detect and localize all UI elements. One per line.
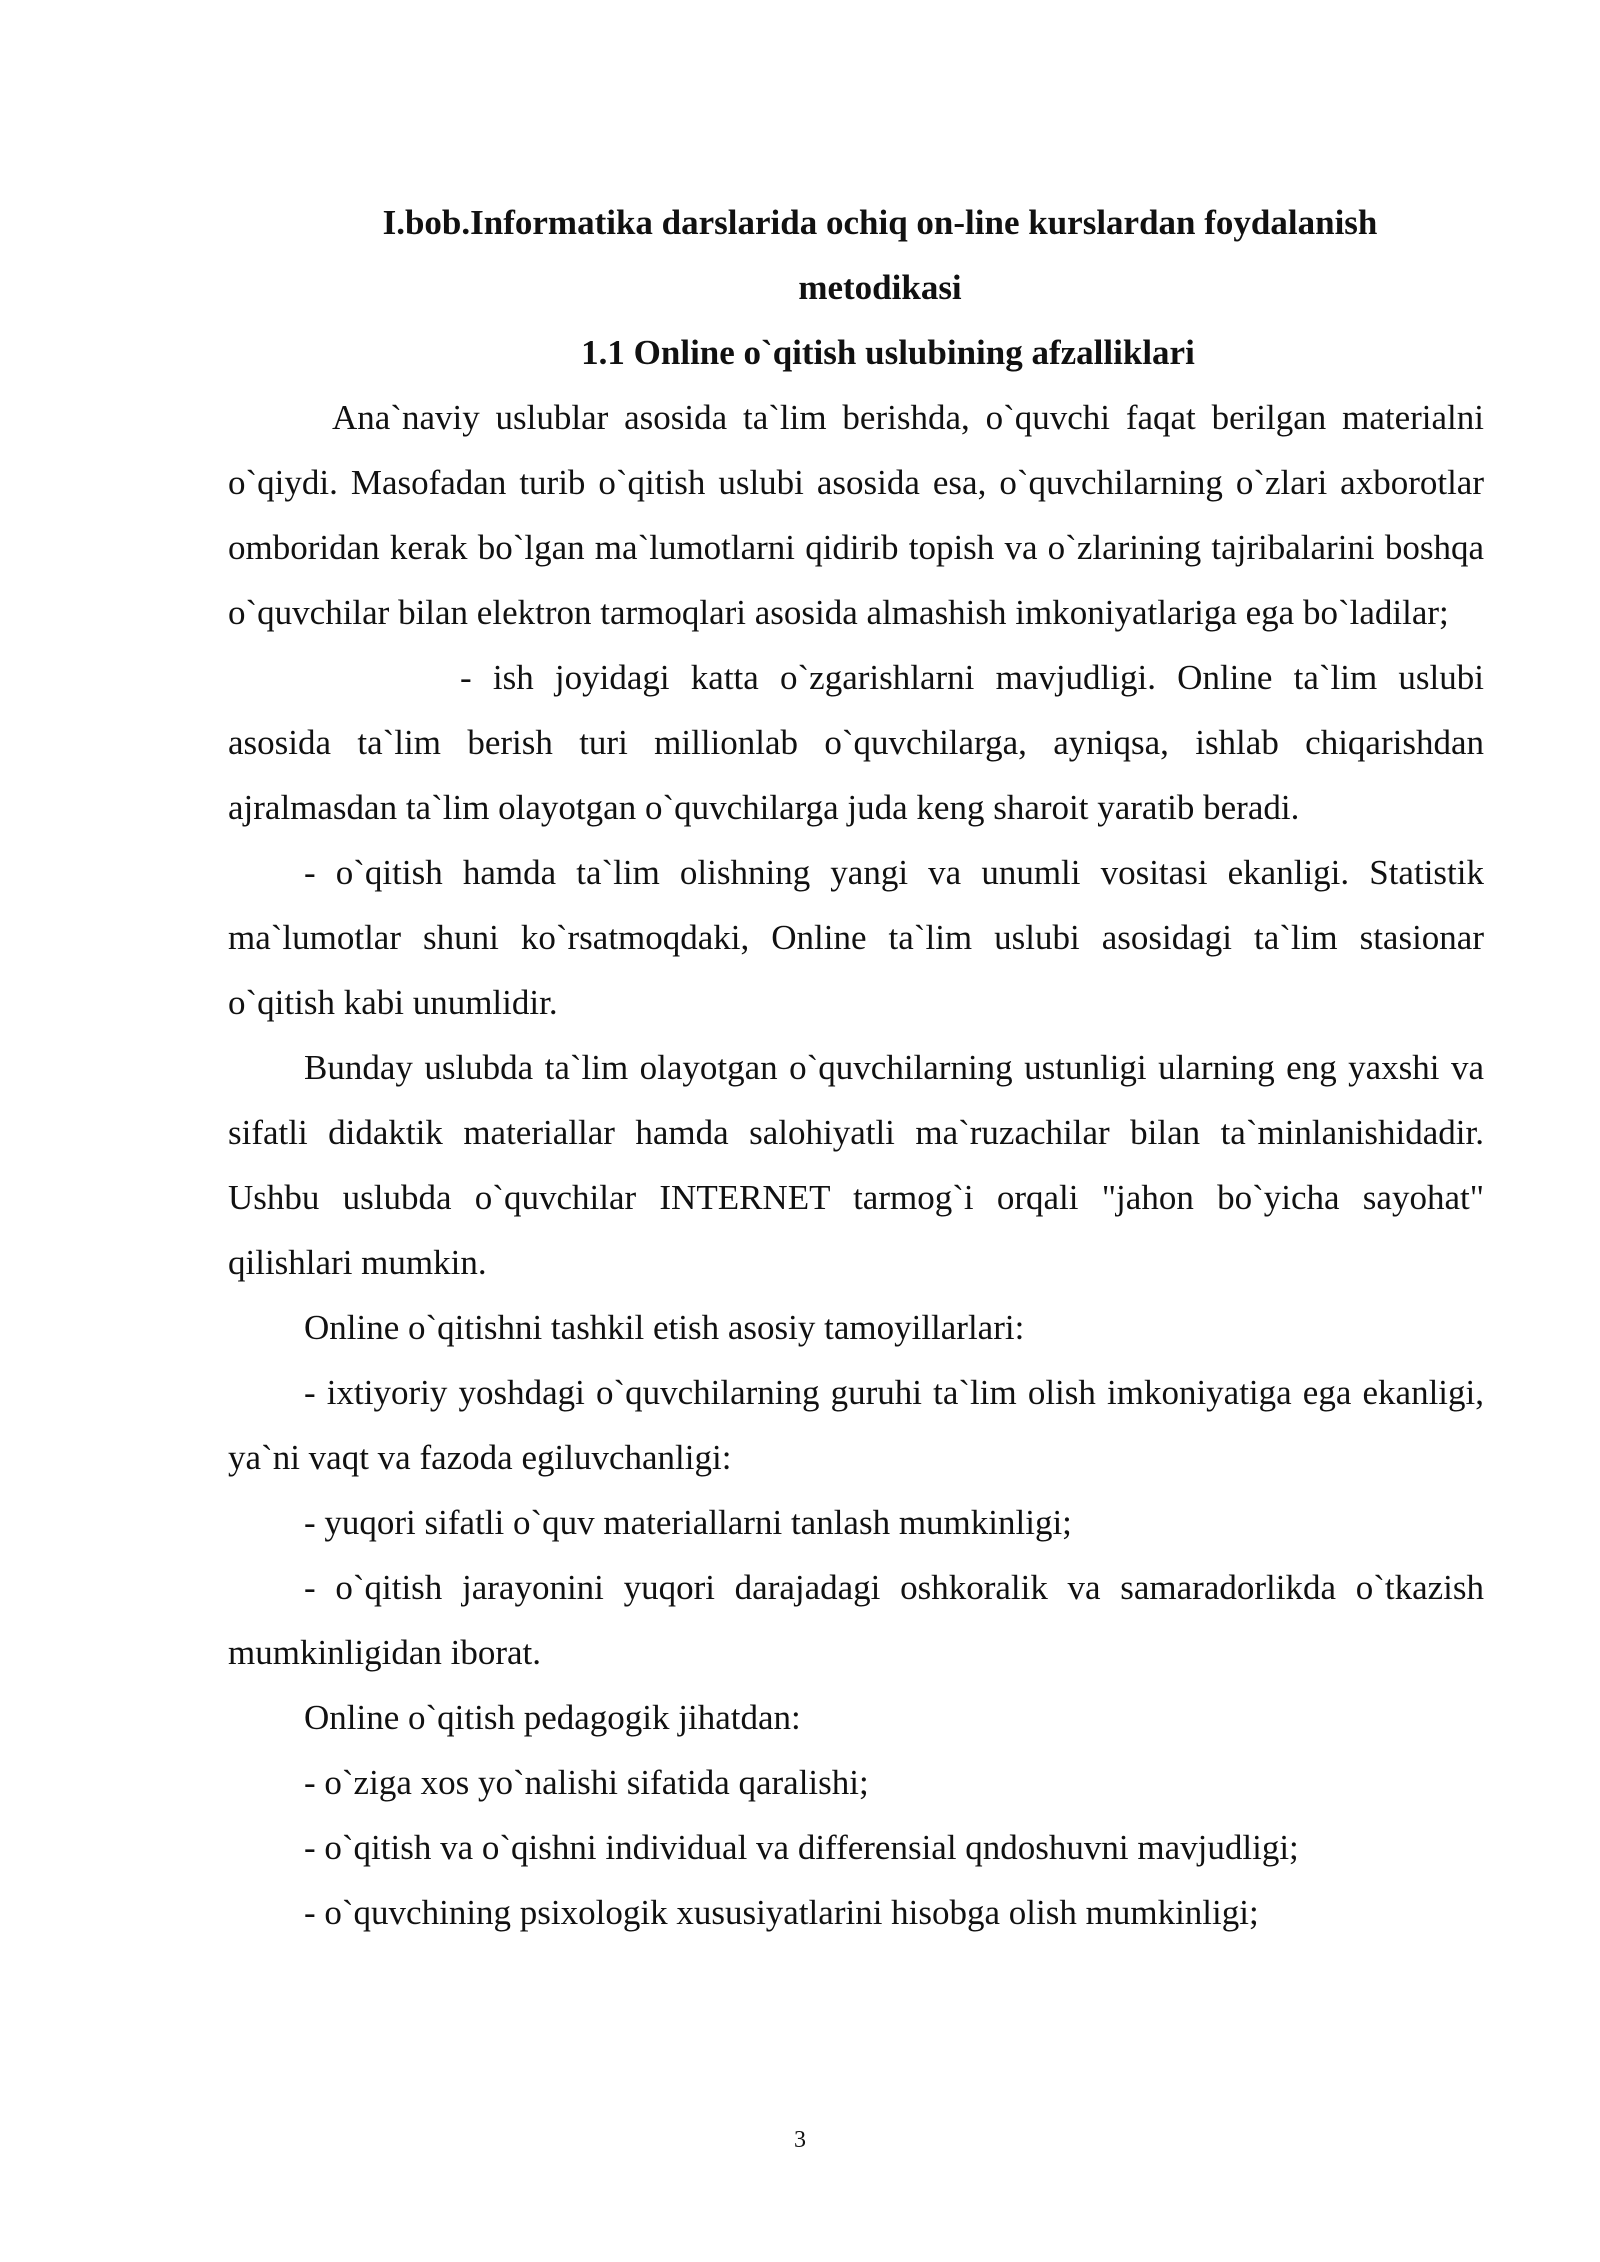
chapter-title-line-1: I.bob.Informatika darslarida ochiq on-line kurslardan foydalanish [382,203,1378,242]
paragraph-traditional-methods: Ana`naviy uslublar asosida ta`lim berishda, o`quvchi faqat berilgan materialni o`qiydi. Masofadan turib o`qitish uslubi asosida esa, o`quvchilarning o`zlari axborotlar omboridan kerak bo`lgan ma`lumotlarni qidirib topish va o`zlarining tajribalarini boshqa o`quvchilar bilan elektron tarmoqlari asosida almashish imkoniyatlariga ega bo`ladilar; [228,398,1484,632]
paragraph-effective-tool: - o`qitish hamda ta`lim olishning yangi va unumli vositasi ekanligi. Statistik ma`lumotlar shuni ko`rsatmoqdaki, Online ta`lim uslubi asosidagi ta`lim stasionar o`qitish kabi unumlidir. [228,853,1484,1022]
list-item-flexibility: - ixtiyoriy yoshdagi o`quvchilarning guruhi ta`lim olish imkoniyatiga ega ekanligi, ya`ni vaqt va fazoda egiluvchanligi: [228,1373,1484,1477]
paragraph-advantages: Bunday uslubda ta`lim olayotgan o`quvchilarning ustunligi ularning eng yaxshi va sifatli didaktik materiallar hamda salohiyatli ma`ruzachilar bilan ta`minlanishidadir. Ushbu uslubda o`quvchilar INTERNET tarmog`i orqali "jahon bo`yicha sayohat" qilishlari mumkin. [228,1048,1484,1282]
section-title: 1.1 Online o`qitish uslubining afzalliklari [581,333,1195,372]
paragraph-pedagogical-intro: Online o`qitish pedagogik jihatdan: [304,1698,801,1737]
paragraph-principles-intro: Online o`qitishni tashkil etish asosiy tamoyillarlari: [304,1308,1025,1347]
list-item-materials: - yuqori sifatli o`quv materiallarni tanlash mumkinligi; [304,1503,1072,1542]
paragraph-workplace-changes: - ish joyidagi katta o`zgarishlarni mavjudligi. Online ta`lim uslubi asosida ta`lim berish turi millionlab o`quvchilarga, ayniqsa, ishlab chiqarishdan ajralmasdan ta`lim olayotgan o`quvchilarga juda keng sharoit yaratib beradi. [228,658,1484,827]
page-number: 3 [794,2127,806,2153]
chapter-title-line-2: metodikasi [798,268,962,307]
list-item-transparency: - o`qitish jarayonini yuqori darajadagi oshkoralik va samaradorlikda o`tkazish mumkinligidan iborat. [228,1568,1484,1672]
list-item-psychology: - o`quvchining psixologik xususiyatlarini hisobga olish mumkinligi; [304,1893,1259,1932]
list-item-direction: - o`ziga xos yo`nalishi sifatida qaralishi; [304,1763,869,1802]
list-item-individual-approach: - o`qitish va o`qishni individual va differensial qndoshuvni mavjudligi; [304,1828,1299,1867]
page-content [228,190,1484,1945]
